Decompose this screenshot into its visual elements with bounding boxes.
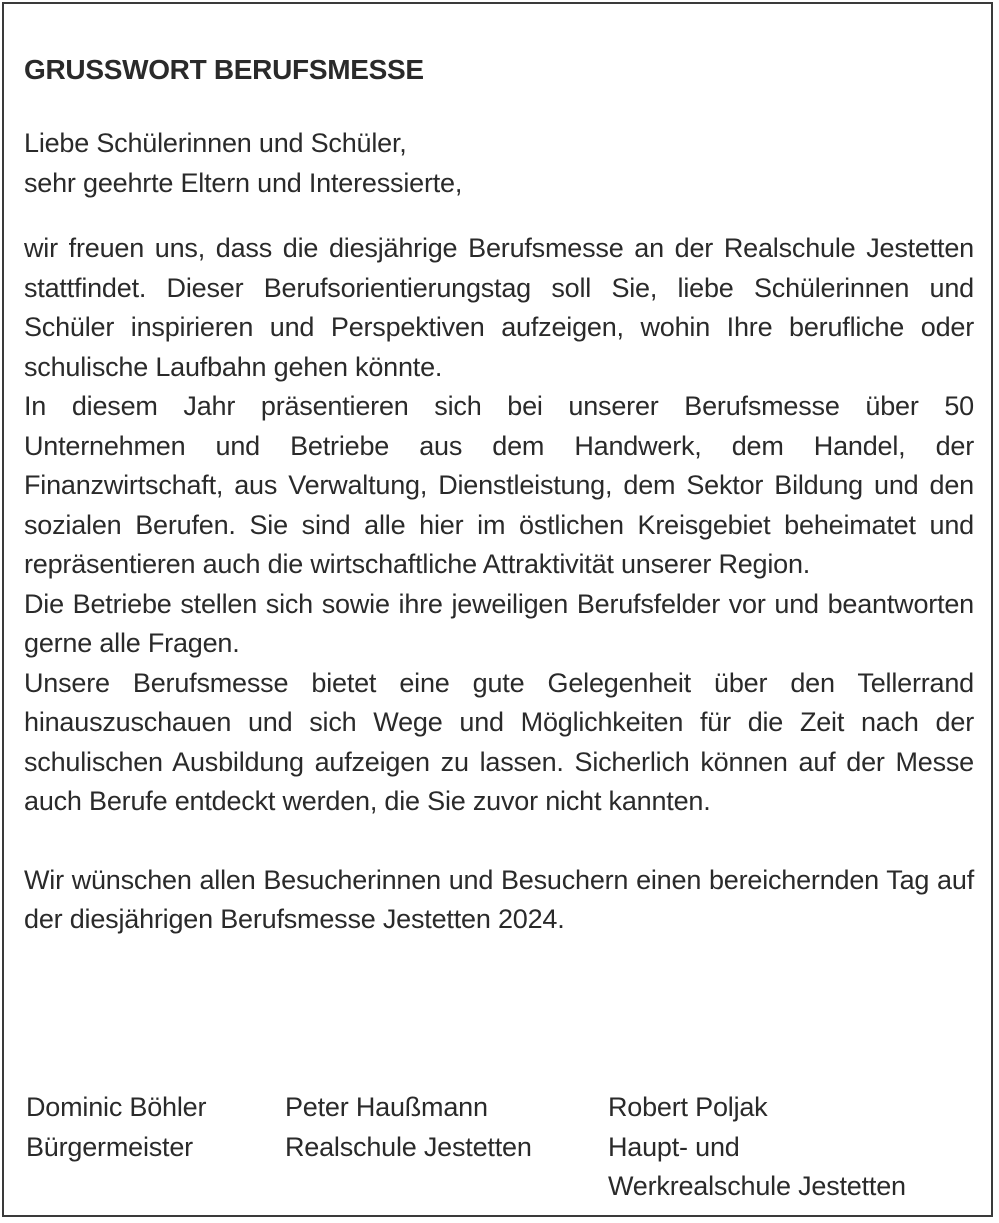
signature-mayor	[26, 1088, 206, 1167]
signatory-role-continued: Werkrealschule Jestetten	[608, 1171, 906, 1201]
signatory-role: Bürgermeister	[26, 1131, 193, 1162]
main-text	[24, 229, 974, 822]
paragraph-opportunity: Unsere Berufsmesse bietet eine gute Gelegenheit über den Tellerrand hinauszuschauen und sich Wege und Möglichkeiten für die Zeit nach der schulischen Ausbildung aufzeigen zu lassen. Sicherlich können auf der Messe auch Berufe entdeckt werden, die Sie zuvor nicht kannten.	[24, 667, 974, 816]
page-title: GRUSSWORT BERUFSMESSE	[24, 54, 424, 85]
closing-paragraph: Wir wünschen allen Besucherinnen und Besuchern einen bereichernden Tag auf der diesjährigen Berufsmesse Jestetten 2024.	[24, 864, 974, 934]
signature-realschule	[285, 1088, 532, 1167]
paragraph-intro: wir freuen uns, dass die diesjährige Berufsmesse an der Realschule Jestetten stattfindet. Dieser Berufsorientierungstag soll Sie, liebe Schülerinnen und Schüler inspirieren und Perspektiven aufzeigen, wohin Ihre berufliche oder schulische Laufbahn gehen könnte.	[24, 233, 974, 382]
salutation	[24, 124, 974, 203]
paragraph-exhibitors: In diesem Jahr präsentieren sich bei unserer Berufsmesse über 50 Unternehmen und Betriebe aus dem Handwerk, dem Handel, der Finanzwirtschaft, aus Verwaltung, Dienstleistung, dem Sektor Bildung und den sozialen Berufen. Sie sind alle hier im östlichen Kreisgebiet beheimatet und repräsentieren auch die wirtschaftliche Attraktivität unserer Region.	[24, 391, 974, 579]
signatory-name: Peter Haußmann	[285, 1092, 488, 1122]
paragraph-companies: Die Betriebe stellen sich sowie ihre jeweiligen Berufsfelder vor und beantworten gerne alle Fragen.	[24, 588, 974, 658]
salutation-line-2: sehr geehrte Eltern und Interessierte,	[24, 167, 463, 198]
signatory-role: Haupt- und	[608, 1131, 740, 1162]
signature-werkrealschule	[608, 1088, 906, 1207]
signatory-name: Robert Poljak	[608, 1092, 768, 1122]
signatory-role: Realschule Jestetten	[285, 1131, 532, 1162]
signatory-name: Dominic Böhler	[26, 1092, 207, 1122]
document-body	[24, 52, 974, 940]
salutation-line-1: Liebe Schülerinnen und Schüler,	[24, 128, 407, 158]
